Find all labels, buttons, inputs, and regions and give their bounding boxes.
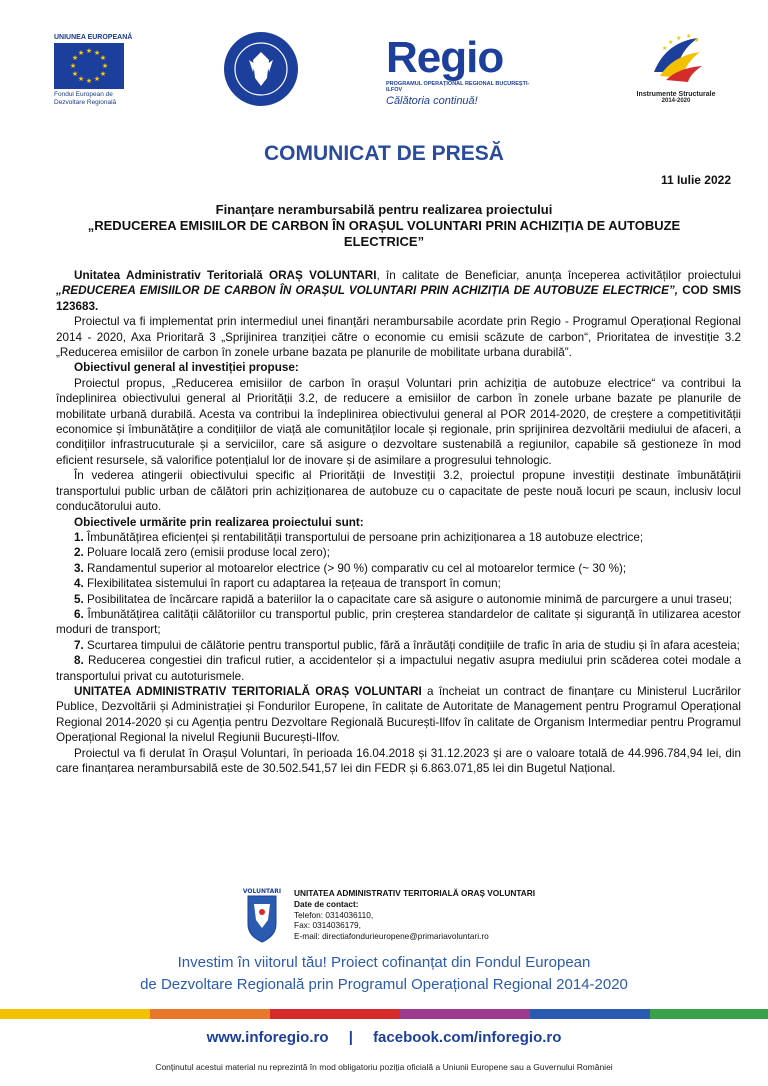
list-item-text: Reducerea congestiei din traficul rutier, a accidentelor și a impactului negativ asupra mediului prin scăderea cotei modale a transportului privat cu autoturismele. <box>56 654 741 683</box>
objectives-list <box>56 530 741 684</box>
list-item-number: 5. <box>74 592 84 606</box>
contact-fax: Fax: 0314036179, <box>294 920 361 931</box>
svg-text:★: ★ <box>77 49 85 57</box>
eu-sub-line-1: Fondul European de <box>54 91 113 98</box>
press-body <box>56 268 741 776</box>
disclaimer: Conținutul acestui material nu reprezintă în mod obligatoriu poziția oficială a Uniunii Europene sau a Guvernului României <box>155 1062 613 1072</box>
structural-instruments-icon <box>646 32 706 84</box>
smis-code: COD SMIS 123683. <box>56 284 741 313</box>
svg-text:★: ★ <box>69 62 77 70</box>
svg-text:★: ★ <box>686 33 692 40</box>
svg-text:★: ★ <box>93 49 101 57</box>
contact-details <box>294 888 535 942</box>
paragraph-specific-objective: În vederea atingerii obiectivului specific al Priorității de Investiții 3.2, proiectul propune investiții destinate îmbunătățirii transportului public urban de călători prin achiziționarea de autobuze cu o capacitate de peste nouă locuri pe scaun, inclusiv locul conducătorului auto. <box>56 469 741 514</box>
logo-row <box>0 28 768 118</box>
objectives-list-heading: Obiectivele urmărite prin realizarea proiectului sunt: <box>74 515 364 529</box>
project-heading <box>60 202 708 250</box>
contact-block <box>242 886 642 946</box>
list-item-text: Randamentul superior al motoarelor electrice (> 90 %) comparativ cu cel al motoarelor termice (~ 30 %); <box>83 561 627 575</box>
svg-text:★: ★ <box>668 39 674 46</box>
svg-text:★: ★ <box>694 37 700 44</box>
regio-logo <box>386 33 536 112</box>
project-name: „REDUCEREA EMISIILOR DE CARBON ÎN ORAȘUL VOLUNTARI PRIN ACHIZIȚIA DE AUTOBUZE ELECTRICE”, <box>56 284 678 298</box>
list-item <box>56 592 741 607</box>
structural-instruments-title: Instrumente Structurale <box>636 91 716 98</box>
svg-text:★: ★ <box>676 35 682 42</box>
government-seal-logo <box>222 30 300 108</box>
eu-flag-icon <box>54 43 124 89</box>
list-item-text: Posibilitatea de încărcare rapidă a bateriilor la o capacitate care să asigure o autonomie minimă de parcurgere a unui traseu; <box>83 592 733 606</box>
list-item <box>56 607 741 638</box>
list-item <box>56 638 741 653</box>
regio-tagline: Călătoria continuă! <box>386 95 478 107</box>
list-item-number: 3. <box>74 561 84 575</box>
web-links <box>0 1029 768 1046</box>
contact-phone: Telefon: 0314036110, <box>294 909 374 920</box>
svg-text:★: ★ <box>99 70 107 78</box>
heading-line-2: „REDUCEREA EMISIILOR DE CARBON ÎN ORAȘUL VOLUNTARI PRIN ACHIZIȚIA DE AUTOBUZE ELECTRICE” <box>87 218 681 249</box>
svg-text:★: ★ <box>71 70 79 78</box>
press-date: 11 Iulie 2022 <box>660 173 731 187</box>
link-separator: | <box>348 1029 353 1046</box>
regio-wordmark: Regio <box>386 33 504 82</box>
contact-label: Date de contact: <box>294 898 359 909</box>
svg-text:★: ★ <box>93 75 101 83</box>
website-link[interactable]: www.inforegio.ro <box>206 1029 329 1046</box>
list-item-text: Flexibilitatea sistemului în raport cu adaptarea la rețeaua de transport în comun; <box>83 577 501 591</box>
list-item <box>56 530 741 545</box>
list-item-number: 4. <box>74 577 84 591</box>
list-item-number: 8. <box>74 654 84 668</box>
list-item-number: 2. <box>74 546 84 560</box>
intro-text: , în calitate de Beneficiar, anunța începerea activităților proiectului <box>376 269 742 282</box>
eu-logo-title: UNIUNEA EUROPEANĂ <box>54 34 133 41</box>
svg-text:★: ★ <box>71 54 79 62</box>
svg-text:★: ★ <box>662 45 668 52</box>
regio-program-label: PROGRAMUL OPERAȚIONAL REGIONAL BUCUREȘTI-ILFOV <box>386 81 530 93</box>
list-item-text: Poluare locală zero (emisii produse local zero); <box>83 546 330 560</box>
list-item <box>56 545 741 560</box>
contact-org: UNITATEA ADMINISTRATIV TERITORIALĂ ORAȘ VOLUNTARI <box>294 888 536 898</box>
beneficiary-name: Unitatea Administrativ Teritorială ORAȘ VOLUNTARI <box>74 269 377 282</box>
eu-sub-line-2: Dezvoltare Regională <box>54 99 117 106</box>
list-item <box>56 653 741 684</box>
svg-text:★: ★ <box>85 77 93 85</box>
funding-slogan <box>0 952 768 996</box>
slogan-line-1: Investim în viitorul tău! Proiect cofinanțat din Fondul European <box>177 954 591 971</box>
contract-text: a încheiat un contract de finanțare cu Ministerul Lucrărilor Publice, Dezvoltării și Administrației și Fondurilor Europene, în calitate de Autoritate de Management pentru Programul Operațional Regional 2014-2020 și cu Agenția pentru Dezvoltare Regională București-Ilfov în calitate de Organism Intermediar pentru Programul Operațional Regional la nivelul Regiunii București-Ilfov. <box>56 684 741 745</box>
page-title: COMUNICAT DE PRESĂ <box>264 142 504 165</box>
paragraph-intro <box>56 268 741 314</box>
svg-text:★: ★ <box>77 75 85 83</box>
list-item-text: Îmbunătățirea eficienței și rentabilității transportului de persoane prin achiziționarea a 18 autobuze electrice; <box>83 530 644 544</box>
list-item-text: Îmbunătățirea calității călătoriilor cu transportul public, prin creșterea standardelor de calitate și siguranță în utilizarea acestor moduri de transport; <box>56 607 741 637</box>
facebook-link[interactable]: facebook.com/inforegio.ro <box>373 1029 562 1046</box>
list-item-number: 6. <box>74 607 84 621</box>
list-item <box>56 561 741 576</box>
paragraph-contract <box>56 684 741 746</box>
color-stripe <box>0 1006 768 1016</box>
paragraph-financing: Proiectul va fi implementat prin intermediul unei finanțări nerambursabile acordate prin Regio - Programul Operațional Regional 2014 - 2020, Axa Prioritară 3 „Sprijinirea tranziției către o economie cu emisii scăzute de carbon“, Prioritatea de investiție 3.2 „Reducerea emisiilor de carbon în zonele urbane bazata pe planurile de mobilitate urbana durabilă”. <box>56 315 741 360</box>
eu-logo <box>54 34 134 107</box>
general-objective-heading: Obiectivul general al investiției propuse: <box>74 361 299 375</box>
heading-line-1: Finanțare nerambursabilă pentru realizarea proiectului <box>215 202 553 217</box>
list-item <box>56 576 741 591</box>
list-item-text: Scurtarea timpului de călătorie pentru transportul public, fără a înrăutăți condițiile de trafic în aria de studiu și în afara acesteia; <box>83 638 740 652</box>
paragraph-value: Proiectul va fi derulat în Orașul Voluntari, în perioada 16.04.2018 și 31.12.2023 și are o valoare totală de 44.996.784,94 lei, din care finanțarea nerambursabilă este de 30.502.541,57 lei din FEDR și 6.863.071,85 lei din Bugetul Național. <box>56 746 741 775</box>
voluntari-crest-icon <box>242 886 282 944</box>
structural-instruments-logo <box>626 32 726 112</box>
contact-email: E-mail: directiafondurieuropene@primariavoluntari.ro <box>294 931 489 942</box>
svg-text:★: ★ <box>101 62 109 70</box>
structural-instruments-years: 2014-2020 <box>661 98 691 104</box>
paragraph-general-objective: Proiectul propus, „Reducerea emisiilor de carbon în orașul Voluntari prin achiziția de autobuze electrice“ va contribui la îndeplinirea obiectivului general al Priorității 3.2, de reducere a emisiilor de carbon în zonele urbane bazate pe planurile de mobilitate urbană durabilă. Acesta va contribui la îndeplinirea obiectivului general al POR 2014-2020, de creștere a competitivității economice și îmbunătățire a condițiilor de viață ale comunităților locale și regionale, prin sprijinirea dezvoltării mediului de afaceri, a condițiilor infrastrucuturale și a serviciilor, care să asigure o dezvoltare sustenabilă a regiunilor, capabile să gestioneze în mod eficient resursele, să valorifice potențialul lor de inovare și de asimilare a progresului tehnologic. <box>56 376 741 467</box>
uat-name: UNITATEA ADMINISTRATIV TERITORIALĂ ORAȘ VOLUNTARI <box>74 684 422 698</box>
list-item-number: 7. <box>74 638 84 652</box>
slogan-line-2: de Dezvoltare Regională prin Programul Operațional Regional 2014-2020 <box>140 976 628 993</box>
eu-logo-subtitle <box>54 91 134 107</box>
svg-text:★: ★ <box>85 47 93 55</box>
list-item-number: 1. <box>74 530 84 544</box>
svg-text:★: ★ <box>99 54 107 62</box>
crest-label: VOLUNTARI <box>242 888 282 895</box>
